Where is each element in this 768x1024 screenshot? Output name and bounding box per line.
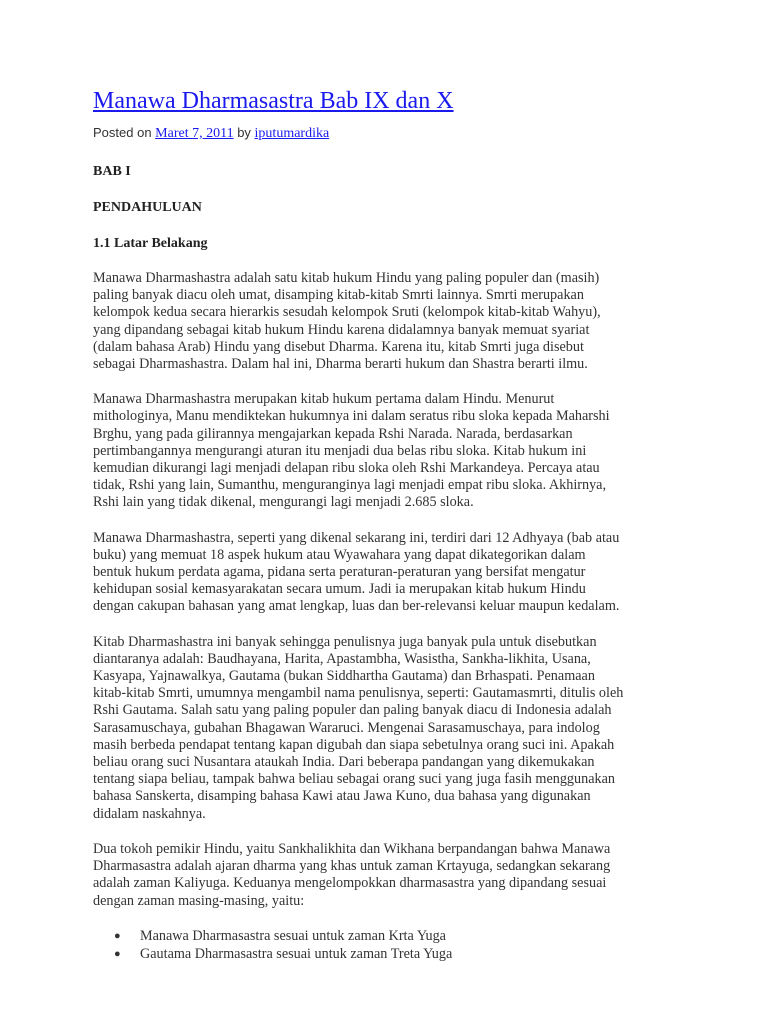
paragraph-line: didalam naskahnya. <box>93 805 206 822</box>
paragraph-line: paling banyak diacu oleh umat, disamping kitab-kitab Smrti lainnya. Smrti merupakan <box>93 287 584 304</box>
body-paragraph <box>93 391 708 511</box>
paragraph-line: kemudian dikurangi lagi menjadi delapan ribu sloka oleh Rshi Markandeya. Percaya atau <box>93 460 600 477</box>
paragraph-line: tentang siapa beliau, tampak bahwa beliau sebagai orang suci yang juga fasih menggunakan <box>93 771 616 788</box>
article-body <box>93 270 708 910</box>
paragraph-line: Manawa Dharmashastra merupakan kitab hukum pertama dalam Hindu. Menurut <box>93 391 555 408</box>
bullet-icon: ● <box>114 929 121 942</box>
paragraph-line: Manawa Dharmashastra, seperti yang dikenal sekarang ini, terdiri dari 12 Adhyaya (bab atau <box>93 529 620 546</box>
paragraph-line: dengan cakupan bahasan yang amat lengkap, luas dan ber-relevansi keluar maupun kedalam. <box>93 598 620 615</box>
body-paragraph <box>93 270 708 373</box>
paragraph-line: diantaranya adalah: Baudhayana, Harita, Apastambha, Wasistha, Sankha-likhita, Usana, <box>93 650 591 667</box>
body-paragraph <box>93 841 708 910</box>
paragraph-line: sebagai Dharmashastra. Dalam hal ini, Dharma berarti hukum dan Shastra berarti ilmu. <box>93 356 588 373</box>
paragraph-line: mithologinya, Manu mendiktekan hukumnya ini dalam seratus ribu sloka kepada Maharshi <box>93 408 610 425</box>
paragraph-line: buku) yang memuat 18 aspek hukum atau Wyawahara yang dapat dikategorikan dalam <box>93 546 586 563</box>
paragraph-line: kehidupan sosial kemasyarakatan secara umum. Jadi ia merupakan kitab hukum Hindu <box>93 581 586 598</box>
paragraph-line: Dua tokoh pemikir Hindu, yaitu Sankhalikhita dan Wikhana berpandangan bahwa Manawa <box>93 840 611 857</box>
paragraph-line: beliau orang suci Nusantara ataukah India. Dari beberapa pandangan yang dikemukakan <box>93 754 595 771</box>
paragraph-line: tidak, Rshi yang lain, Sumanthu, menguranginya lagi menjadi empat ribu sloka. Akhirnya, <box>93 477 607 494</box>
subsection-heading: 1.1 Latar Belakang <box>93 236 208 251</box>
paragraph-line: Kasyapa, Yajnawalkya, Gautama (bukan Siddhartha Gautama) dan Brhaspati. Penamaan <box>93 668 595 685</box>
author-link[interactable]: iputumardika <box>254 126 330 141</box>
paragraph-line: bahasa Sanskerta, disamping bahasa Kawi atau Jawa Kuno, dua bahasa yang digunakan <box>93 788 591 805</box>
paragraph-line: kitab-kitab Smrti, umumnya mengambil nama penulisnya, seperti: Gautamasmrti, ditulis oleh <box>93 685 624 702</box>
paragraph-line: dengan zaman masing-masing, yaitu: <box>93 892 305 909</box>
paragraph-line: kelompok kedua secara hierarkis sesudah kelompok Sruti (kelompok kitab-kitab Wahyu), <box>93 304 601 321</box>
body-paragraph <box>93 530 708 616</box>
posted-on-label: Posted on <box>93 125 156 140</box>
paragraph-line: Kitab Dharmashastra ini banyak sehingga penulisnya juga banyak pula untuk disebutkan <box>93 633 597 650</box>
paragraph-line: masih berbeda pendapat tentang kapan digubah dan siapa sebetulnya orang suci ini. Apakah <box>93 736 615 753</box>
bullet-icon: ● <box>114 947 121 960</box>
post-date-link[interactable]: Maret 7, 2011 <box>155 126 234 141</box>
paragraph-line: Dharmasastra adalah ajaran dharma yang khas untuk zaman Krtayuga, sedangkan sekarang <box>93 858 611 875</box>
list-item <box>114 945 708 963</box>
paragraph-line: (dalam bahasa Arab) Hindu yang disebut Dharma. Karena itu, kitab Smrti juga disebut <box>93 338 584 355</box>
paragraph-line: Sarasamuschaya, gubahan Bhagawan Wararuci. Mengenai Sarasamuschaya, para indolog <box>93 719 600 736</box>
paragraph-line: adalah zaman Kaliyuga. Keduanya mengelompokkan dharmasastra yang dipandang sesuai <box>93 875 607 892</box>
paragraph-line: yang dipandang sebagai kitab hukum Hindu karena didalamnya banyak memuat syariat <box>93 321 590 338</box>
post-title-link[interactable]: Manawa Dharmasastra Bab IX dan X <box>93 88 454 114</box>
paragraph-line: Manawa Dharmashastra adalah satu kitab hukum Hindu yang paling populer dan (masih) <box>93 270 600 286</box>
section-heading: PENDAHULUAN <box>93 200 202 215</box>
post-meta <box>93 124 708 143</box>
body-paragraph <box>93 634 708 823</box>
list-item-text: Gautama Dharmasastra sesuai untuk zaman Treta Yuga <box>140 945 453 962</box>
by-label: by <box>233 125 255 140</box>
paragraph-line: bentuk hukum perdata agama, pidana serta peraturan-peraturan yang bersifat mengatur <box>93 564 586 581</box>
paragraph-line: Brghu, yang pada gilirannya mengajarkan kepada Rshi Narada. Narada, berdasarkan <box>93 425 573 442</box>
bullet-list <box>93 927 708 963</box>
paragraph-line: Rshi lain yang tidak dikenal, mengurangi lagi menjadi 2.685 sloka. <box>93 494 474 511</box>
paragraph-line: pertimbangannya mengurangi aturan itu menjadi dua belas ribu sloka. Kitab hukum ini <box>93 442 587 459</box>
chapter-heading: BAB I <box>93 164 131 179</box>
list-item <box>114 927 708 945</box>
paragraph-line: Rshi Gautama. Salah satu yang paling populer dan paling banyak diacu di Indonesia adalah <box>93 702 612 719</box>
list-item-text: Manawa Dharmasastra sesuai untuk zaman Krta Yuga <box>140 927 446 944</box>
